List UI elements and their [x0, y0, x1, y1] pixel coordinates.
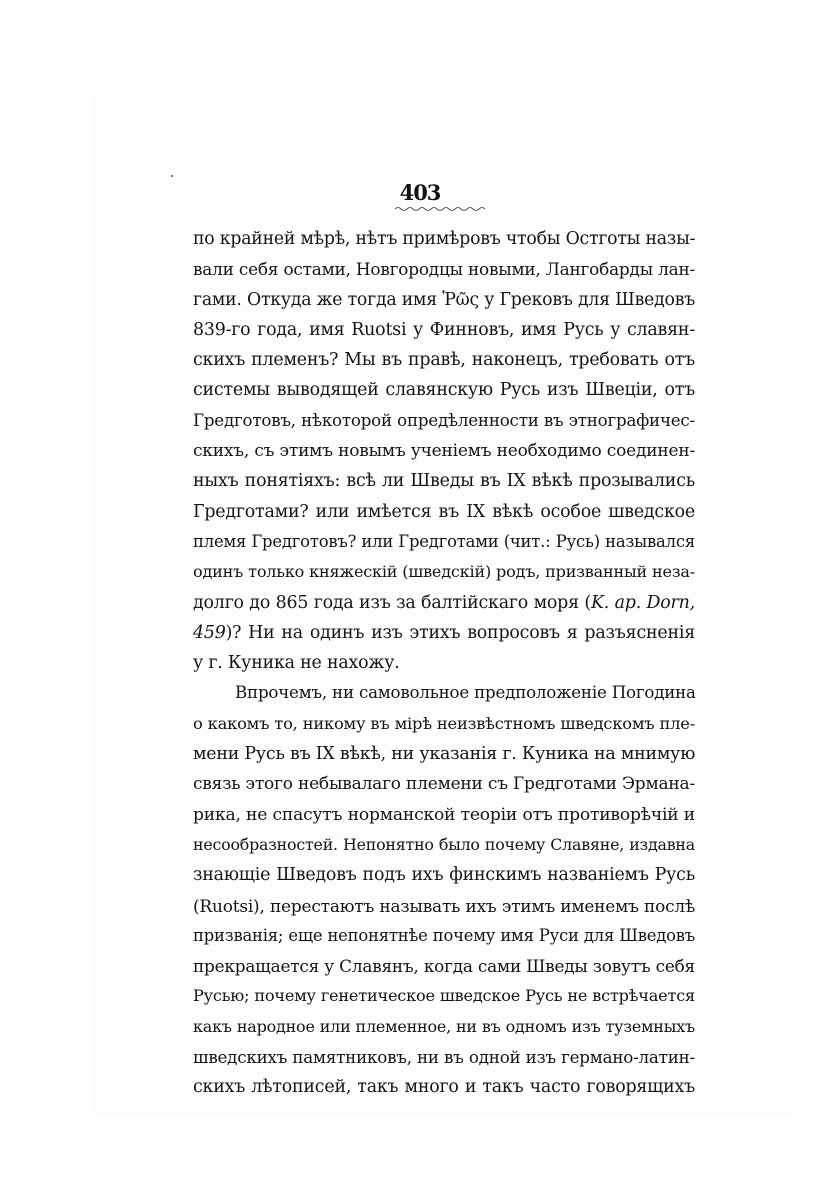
text-line: одинъ только княжескій (шведскій) родъ, призванный неза- — [193, 562, 695, 582]
text-line: племя Гредготовъ? или Гредготами (чит.: Русь) назывался — [193, 531, 695, 551]
text-line: Гредготами? или имѣется въ IX вѣкѣ особое шведское — [193, 501, 695, 522]
text-line: (Ruotsi), перестаютъ называть ихъ этимъ именемъ послѣ — [193, 895, 695, 916]
text-line — [193, 588, 695, 618]
paragraph-2 — [193, 678, 695, 1102]
text-line: ныхъ понятіяхъ: всѣ ли Шведы въ IX вѣкѣ прозывались — [193, 471, 695, 492]
text-line: призванія; еще непонятнѣе почему имя Руси для Шведовъ — [193, 925, 695, 945]
page-number: 403 — [399, 180, 441, 205]
text-line: связь этого небывалаго племени съ Гредготами Эрмана- — [193, 774, 695, 795]
text-line: Русью; почему генетическое шведское Русь не встрѣчается — [193, 986, 695, 1006]
text-line: несообразностей. Непонятно было почему Славяне, издавна — [193, 834, 695, 854]
citation: K. ap. Dorn, — [590, 592, 695, 613]
text-line: рика, не спасутъ норманской теоріи отъ противорѣчій и — [193, 804, 695, 825]
text-line: какъ народное или племенное, ни въ одномъ изъ туземныхъ — [193, 1016, 695, 1036]
text-line: Гредготовъ, нѣкоторой опредѣленности въ этнографичес- — [193, 410, 695, 430]
text-line: скихъ, съ этимъ новымъ ученіемъ необходимо соединен- — [193, 441, 695, 462]
text-line: по крайней мѣрѣ, нѣтъ примѣровъ чтобы Остготы назы- — [193, 229, 696, 249]
text-line: шведскихъ памятниковъ, ни въ одной изъ германо-латин- — [193, 1047, 695, 1068]
text-line: гами. Откуда же тогда имя Ῥῶς у Грековъ для Шведовъ — [193, 289, 695, 310]
text-line: 839-го года, имя Ruotsi у Финновъ, имя Русь у славян- — [193, 319, 695, 340]
text-line: системы выводящей славянскую Русь изъ Швеціи, отъ — [193, 380, 695, 401]
text-line: скихъ лѣтописей, такъ много и такъ часто говорящихъ — [193, 1077, 695, 1098]
text-line: у г. Куника не нахожу. — [193, 653, 400, 674]
body-text — [193, 224, 695, 1103]
text-line — [193, 618, 695, 648]
text-line: знающіе Шведовъ подъ ихъ финскимъ названіемъ Русь — [193, 865, 695, 886]
text-line: скихъ племенъ? Мы въ правѣ, наконецъ, требовать отъ — [193, 350, 695, 371]
citation-page: 459 — [193, 622, 226, 643]
paragraph-1 — [193, 224, 695, 678]
stray-mark — [171, 175, 173, 177]
text-line: о какомъ то, никому въ мірѣ неизвѣстномъ шведскомъ пле- — [193, 713, 695, 733]
text-line: мени Русь въ IX вѣкѣ, ни указанія г. Куника на мнимую — [193, 744, 696, 765]
text-segment: )? Ни на одинъ изъ этихъ вопросовъ я разъясненія — [225, 622, 695, 643]
text-line: вали себя остами, Новгородцы новыми, Лангобарды лан- — [193, 259, 695, 280]
text-line: прекращается у Славянъ, когда сами Шведы зовутъ себя — [193, 956, 695, 977]
ornament-rule — [395, 206, 487, 212]
text-segment: долго до 865 года изъ за балтійскаго моря ( — [193, 592, 591, 613]
text-line: Впрочемъ, ни самовольное предположеніе Погодина — [235, 683, 696, 703]
